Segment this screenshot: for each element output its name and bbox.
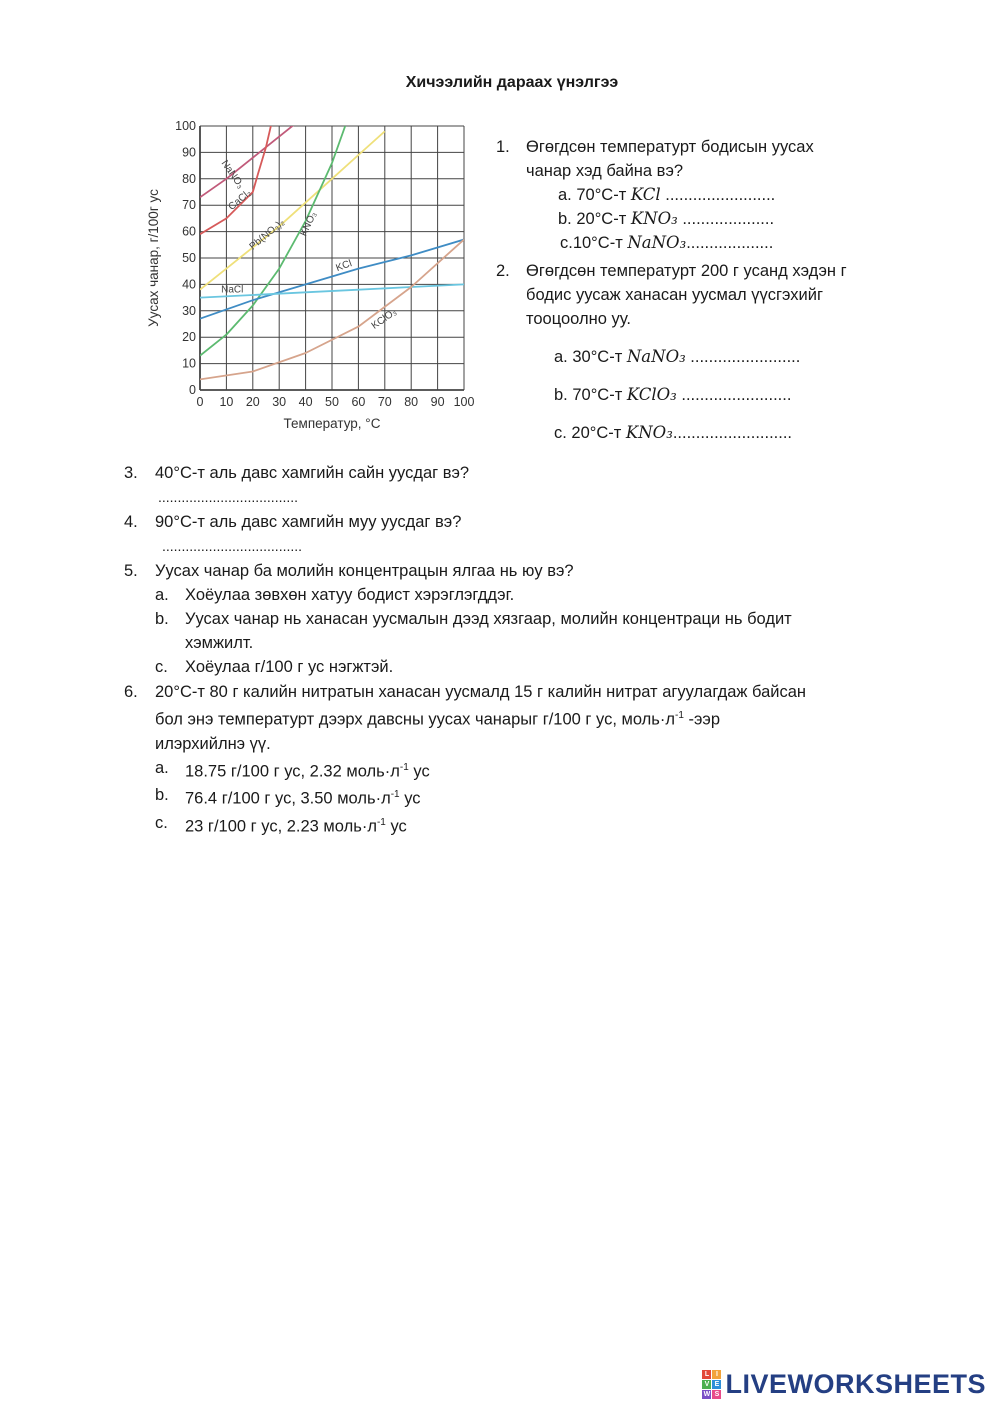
x-tick-label: 30 <box>272 395 287 409</box>
logo-badge-cell: W <box>703 1391 711 1398</box>
answer-item[interactable]: c. 20°С-т KNO₃.......................... <box>554 423 793 442</box>
x-tick-label: 90 <box>430 395 445 409</box>
question-5 <box>124 559 904 679</box>
question-3 <box>124 461 904 509</box>
question-1 <box>496 135 926 255</box>
x-tick-label: 40 <box>298 395 313 409</box>
x-tick-label: 20 <box>245 395 260 409</box>
y-tick-label: 60 <box>182 224 196 239</box>
solubility-chart <box>140 112 480 432</box>
y-axis-label: Уусах чанар, г/100г ус <box>146 189 161 327</box>
logo-badge-icon <box>702 1370 721 1399</box>
x-axis-label: Температур, °C <box>283 416 381 431</box>
y-tick-label: 10 <box>182 356 196 371</box>
series-label-pbno32: Pb(NO₃)₂ <box>247 217 287 253</box>
logo-badge-cell: I <box>712 1370 721 1379</box>
liveworksheets-logo <box>702 1369 986 1400</box>
answer-blank[interactable]: .................................... <box>158 489 299 505</box>
option[interactable]: c. 23 г/100 г ус, 2.23 $моль\cdot л^{-1}$ ус <box>155 813 407 835</box>
y-tick-label: 40 <box>182 277 196 292</box>
x-tick-label: 10 <box>219 395 234 409</box>
x-tick-label: 70 <box>377 395 392 409</box>
series-label-nacl: NaCl <box>221 284 244 296</box>
series-label-kcl: KCl <box>334 258 354 275</box>
question-text: 20°С-т 80 г калийн нитратын ханасан уусмалд 15 г калийн нитрат агуулагдаж байсан <box>155 683 807 701</box>
series-label-kno3: KNO₃ <box>298 210 320 239</box>
question-text: 90°С-т аль давс хамгийн муу уусдаг вэ? <box>155 513 462 531</box>
option[interactable]: b. 76.4 г/100 г ус, 3.50 $моль\cdot л^{-1}$ ус <box>155 786 421 808</box>
question-number: 2. <box>496 262 510 280</box>
question-text: Уусах чанар ба молийн концентрацын ялгаа нь юу вэ? <box>155 562 574 580</box>
logo-text: LIVEWORKSHEETS <box>725 1369 986 1399</box>
x-tick-label: 0 <box>196 395 204 409</box>
answer-item[interactable]: a. 70°С-т KCl ........................ <box>558 185 776 204</box>
question-text: тооцоолно уу. <box>526 310 631 328</box>
question-number: 3. <box>124 464 138 482</box>
answer-item[interactable]: b. 20°С-т KNO₃ .................... <box>558 209 775 228</box>
y-tick-label: 30 <box>182 303 196 318</box>
question-number: 5. <box>124 562 138 580</box>
logo-badge-cell: S <box>712 1390 721 1399</box>
y-tick-label: 20 <box>182 330 196 345</box>
option[interactable]: a. Хоёулаа зөвхөн хатуу бодист хэрэглэгддэг. <box>155 586 515 604</box>
option[interactable]: b. Уусах чанар нь ханасан уусмалын дээд хязгаар, молийн концентраци нь бодит хэмжилт. <box>155 610 792 652</box>
logo-badge-cell: L <box>702 1370 711 1379</box>
question-number: 4. <box>124 513 138 531</box>
x-tick-label: 80 <box>404 395 419 409</box>
question-text: Өгөгдсөн температурт бодисын уусах <box>526 138 814 156</box>
question-text: 40°С-т аль давс хамгийн сайн уусдаг вэ? <box>155 464 470 482</box>
question-number: 1. <box>496 138 510 156</box>
logo-badge-cell: E <box>712 1380 721 1389</box>
logo-badge-cell: V <box>702 1380 711 1389</box>
answer-blank[interactable]: .................................... <box>162 538 303 554</box>
answer-item[interactable]: a. 30°С-т NaNO₃ ........................ <box>554 347 801 366</box>
y-tick-label: 80 <box>182 171 196 186</box>
question-number: 6. <box>124 683 138 701</box>
y-tick-label: 90 <box>182 145 196 160</box>
question-6 <box>124 680 924 838</box>
question-4 <box>124 510 904 558</box>
option[interactable]: a. 18.75 г/100 г ус, 2.32 $моль\cdot л^{-1}$ ус <box>155 758 430 780</box>
y-tick-label: 70 <box>182 198 196 213</box>
question-text: бодис уусаж ханасан уусмал үүсгэхийг <box>526 286 823 304</box>
series-label-kclo3: KClO₃ <box>369 306 399 332</box>
question-text: чанар хэд байна вэ? <box>526 162 684 180</box>
question-text: бол энэ температурт дээрх давсны уусах чанарыг г/100 г ус, $моль\cdot л^{-1}$ -ээр <box>155 710 721 729</box>
series-label-nano3: NaNO₃ <box>218 158 246 191</box>
series-label-cacl2: CaCl₂ <box>226 187 254 213</box>
page-title: Хичээлийн дараах үнэлгээ <box>405 74 619 91</box>
y-tick-label: 50 <box>182 251 196 265</box>
y-tick-label: 100 <box>175 119 196 133</box>
option[interactable]: c. Хоёулаа г/100 г ус нэгжтэй. <box>155 658 394 676</box>
x-tick-label: 50 <box>325 395 339 409</box>
x-tick-label: 100 <box>453 395 475 409</box>
answer-item[interactable]: b. 70°С-т KClO₃ ........................ <box>554 385 792 404</box>
question-2 <box>496 259 926 445</box>
x-tick-label: 60 <box>351 395 366 409</box>
question-text: Өгөгдсөн температурт 200 г усанд хэдэн г <box>526 262 847 280</box>
answer-item[interactable]: c.10°С-т NaNO₃................... <box>560 233 774 252</box>
question-text: илэрхийлнэ үү. <box>155 734 271 753</box>
y-tick-label: 0 <box>189 383 196 397</box>
